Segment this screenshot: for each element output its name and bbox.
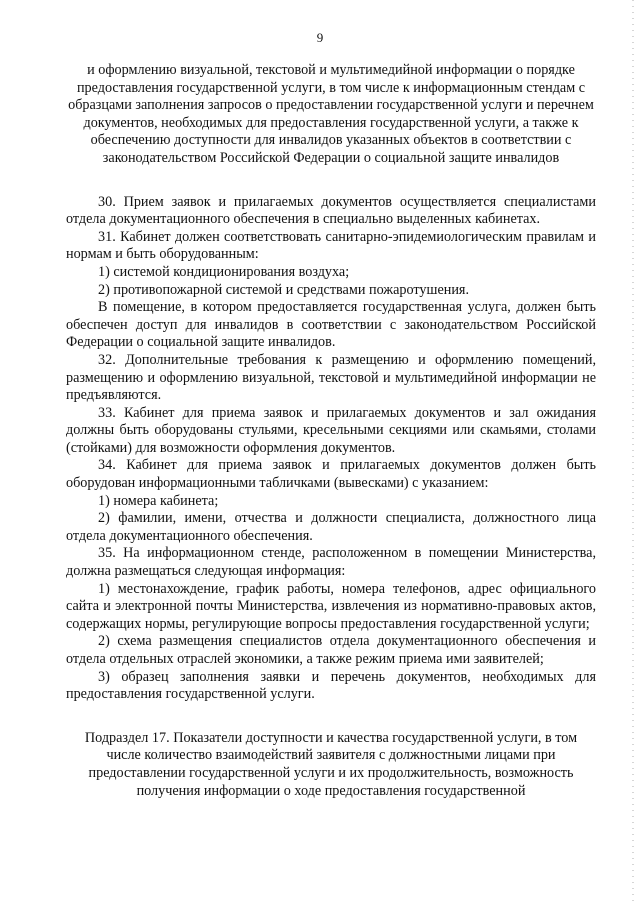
paragraph-35-item-2: 2) схема размещения специалистов отдела документационного обеспечения и отдела отдельных отраслей экономики, а также режим приема ими заявителей; (66, 633, 596, 667)
paragraph-31: 31. Кабинет должен соответствовать санитарно-эпидемиологическим правилам и нормам и быть оборудованным: (66, 228, 596, 263)
paragraph-accessibility: В помещение, в котором предоставляется государственная услуга, должен быть обеспечен доступ для инвалидов в соответствии с законодательством Российской Федерации о социальной защите инвалидов. (66, 299, 596, 351)
paragraph-33: 33. Кабинет для приема заявок и прилагаемых документов и зал ожидания должны быть оборудованы стульями, кресельными секциями или скамьями, столами (стойками) для возможности оформления документов. (66, 404, 596, 456)
paragraph-34-item-2: 2) фамилии, имени, отчества и должности специалиста, должностного лица отдела документационного обеспечения. (66, 510, 596, 544)
paragraph-32: 32. Дополнительные требования к размещению и оформлению помещений, размещению и оформлению визуальной, текстовой и мультимедийной информации не предъявляются. (66, 351, 596, 404)
subsection-heading: Подраздел 17. Показатели доступности и качества государственной услуги, в том числе количество взаимодействий заявителя с должностными лицами при предоставлении государственной услуги и их продолжительность, возможность получения информации о ходе предоставления государственной (84, 729, 578, 799)
paragraph-31-item-1: 1) системой кондиционирования воздуха; (98, 263, 350, 280)
page-content (66, 62, 596, 814)
paragraph-34-item-1: 1) номера кабинета; (98, 492, 219, 509)
paragraph-31-item-2: 2) противопожарной системой и средствами пожаротушения. (98, 281, 469, 298)
paragraph-30: 30. Прием заявок и прилагаемых документов осуществляется специалистами отдела документационного обеспечения в специально выделенных кабинетах. (66, 193, 596, 228)
scan-edge-marks (632, 0, 634, 905)
paragraph-35-item-1: 1) местонахождение, график работы, номера телефонов, адрес официального сайта и электронной почты Министерства, извлечения из нормативно-правовых актов, содержащих нормы, регулирующие вопросы предоставления государственной услуги; (66, 580, 596, 632)
section-heading: и оформлению визуальной, текстовой и мультимедийной информации о порядке предоставления государственной услуги, в том числе к информационным стендам с образцами заполнения запросов о предоставлении государственной услуги и перечнем документов, необходимых для предоставления государственной услуги, а также к обеспечению доступности для инвалидов указанных объектов в соответствии с законодательством Российской Федерации о социальной защите инвалидов (68, 62, 594, 166)
page-number: 9 (316, 30, 324, 45)
paragraph-35: 35. На информационном стенде, расположенном в помещении Министерства, должна размещаться следующая информация: (66, 545, 596, 580)
paragraph-34: 34. Кабинет для приема заявок и прилагаемых документов должен быть оборудован информационными табличками (вывесками) с указанием: (66, 457, 596, 492)
paragraph-35-item-3: 3) образец заполнения заявки и перечень документов, необходимых для предоставления государственной услуги. (66, 668, 596, 703)
